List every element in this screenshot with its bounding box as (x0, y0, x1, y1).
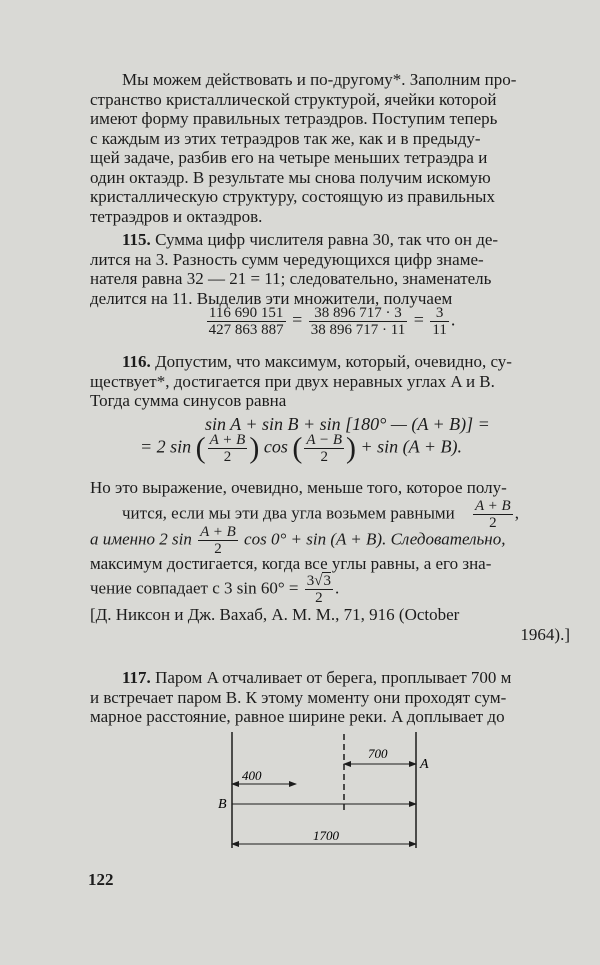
equation-text: sin A + sin B + sin [180° — (A + B)] = (205, 414, 490, 434)
ferry-diagram (0, 730, 600, 850)
text-line: кристаллическую структуру, состоящую из правильных (90, 187, 495, 206)
paren: ) (346, 431, 357, 465)
equation-text: cos (263, 436, 288, 457)
equals-sign: = (413, 309, 424, 330)
text-line: один октаэдр. В результате мы снова получим искомую (90, 167, 491, 187)
text-span: а именно 2 sin (90, 528, 192, 548)
fraction (304, 432, 344, 465)
numerator: 38 896 717 · 3 (309, 305, 407, 322)
text-line: Тогда сумма синусов равна (90, 391, 287, 410)
text-line: марное расстояние, равное ширине реки. A доплывает до (90, 707, 505, 726)
text-line (90, 668, 570, 688)
denominator: 427 863 887 (208, 322, 284, 338)
solution-115 (90, 230, 570, 308)
equation-116b (140, 432, 580, 465)
fraction (309, 305, 407, 338)
text-line: имеют форму правильных тетраэдров. Поступим теперь (90, 109, 498, 128)
reference-line: 1964).] (520, 624, 570, 644)
text-line (90, 352, 570, 372)
denominator: 2 (320, 449, 328, 465)
solution-116 (90, 352, 570, 411)
numerator: 116 690 151 (207, 305, 286, 322)
text-line: делится на 11. Выделив эти множители, получаем (90, 288, 453, 308)
reference-line: [Д. Никсон и Дж. Вахаб, А. М. М., 71, 916 (October (90, 605, 460, 624)
numerator: A − B (306, 432, 343, 448)
page-number: 122 (88, 870, 114, 889)
problem-number: 117. (122, 668, 151, 687)
fraction (198, 524, 238, 557)
text-line (90, 497, 570, 531)
period: . (450, 309, 456, 330)
paren: ( (292, 431, 303, 465)
fraction (305, 573, 333, 606)
numerator: 3 (430, 305, 448, 322)
coefficient: 3 (306, 573, 315, 589)
text-span: Паром A отчаливает от берега, проплывает 700 м (155, 668, 512, 687)
equation-115 (90, 305, 570, 338)
text-span: чится, если мы эти два угла возьмем равными (122, 502, 455, 522)
equals-sign: = (292, 309, 303, 330)
numerator: A + B (209, 432, 246, 448)
text-line (90, 523, 570, 557)
text-line: и встречает паром B. К этому моменту они проходят сум- (90, 687, 507, 707)
problem-number: 115. (122, 230, 151, 249)
text-line: Но это выражение, очевидно, меньше того, которое полу- (90, 478, 507, 497)
paren: ( (195, 431, 206, 465)
label-A: A (420, 757, 429, 772)
text-line (90, 230, 570, 250)
comma: , (514, 502, 519, 522)
label-B: B (218, 797, 227, 812)
numerator: A + B (475, 497, 511, 514)
denominator: 2 (223, 449, 232, 465)
denominator: 2 (315, 590, 323, 606)
label-400: 400 (242, 768, 262, 783)
text-span: чение совпадает с 3 sin 60° = (90, 578, 299, 598)
denominator: 2 (214, 540, 222, 557)
text-line: Мы можем действовать и по-другому*. Заполним про- (122, 70, 517, 89)
text-span: cos 0° + sin (A + B). Следовательно, (244, 528, 506, 548)
text-span: Сумма цифр числителя равна 30, так что он де- (155, 230, 499, 249)
text-line: щей задаче, разбив его на четыре меньших тетраэдра и (90, 148, 488, 167)
denominator: 2 (489, 514, 497, 531)
fraction (430, 305, 448, 338)
text-line: странство кристаллической структурой, ячейки которой (90, 89, 497, 109)
fraction (207, 305, 286, 338)
numerator: 3√3 (306, 573, 331, 589)
numerator: A + B (200, 523, 236, 540)
text-span: Допустим, что максимум, который, очевидно, су- (155, 352, 512, 371)
text-line (90, 573, 570, 606)
text-line: нателя равна 32 — 21 = 11; следовательно, знаменатель (90, 269, 492, 288)
solution-117 (90, 668, 570, 727)
text-line: лится на 3. Разность сумм чередующихся цифр знаме- (90, 249, 484, 269)
text-line: тетраэдров и октаэдров. (90, 206, 263, 226)
paren: ) (249, 431, 260, 465)
radicand: 3 (323, 573, 331, 589)
denominator: 11 (432, 322, 447, 338)
text-line: максимум достигается, когда все углы равны, а его зна- (90, 553, 492, 573)
solution-116-cont (90, 478, 570, 644)
text-line: с каждым из этих тетраэдров так же, как и в предыду- (90, 128, 481, 148)
text-line: ществует*, достигается при двух неравных углах A и B. (90, 371, 495, 391)
fraction (208, 432, 248, 465)
paragraph-intro (90, 70, 570, 226)
equation-text: = 2 sin (140, 436, 192, 457)
equation-text: + sin (A + B). (360, 436, 462, 457)
period: . (334, 578, 340, 598)
label-700: 700 (368, 746, 388, 761)
problem-number: 116. (122, 352, 151, 371)
label-1700: 1700 (313, 828, 339, 843)
denominator: 38 896 717 · 11 (310, 322, 406, 338)
